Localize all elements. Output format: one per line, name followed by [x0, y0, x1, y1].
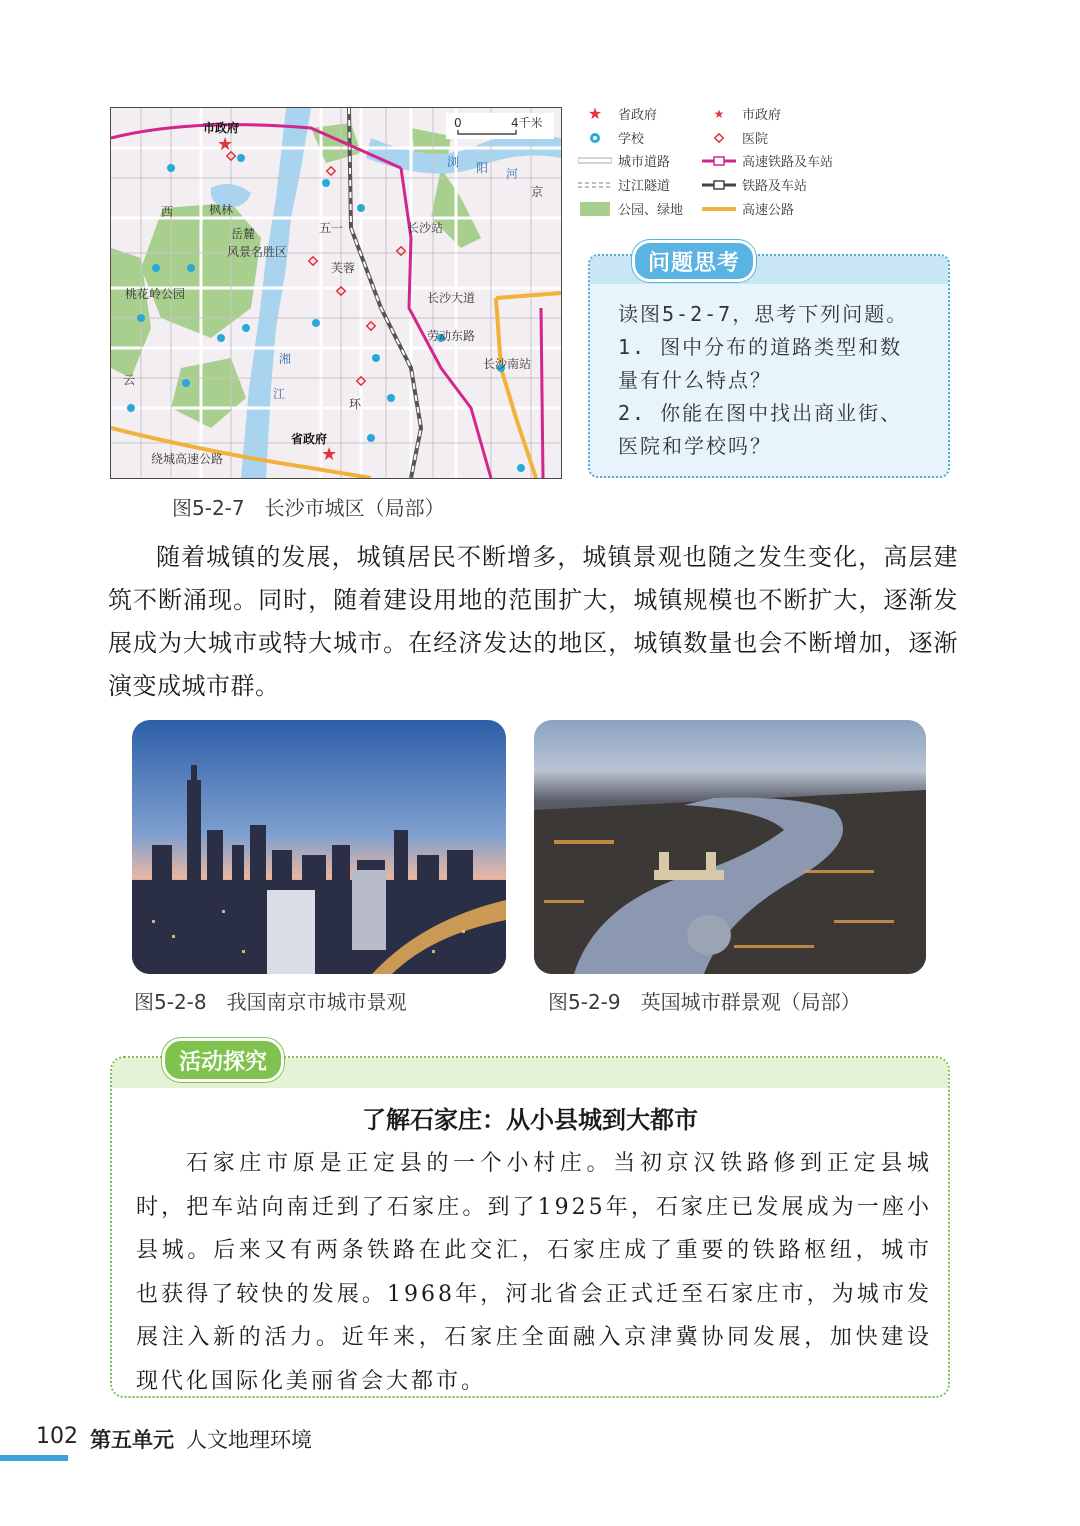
footer-accent-bar	[0, 1455, 68, 1461]
svg-text:岳麓: 岳麓	[231, 227, 256, 241]
expressway-icon	[702, 202, 736, 216]
legend-city-road: 城市道路	[578, 151, 670, 170]
changsha-map	[110, 107, 562, 479]
legend-high-speed-rail: 高速铁路及车站	[702, 151, 833, 170]
tunnel-icon	[578, 178, 612, 192]
unit-label: 第五单元	[90, 1428, 174, 1452]
legend-park: 公园、绿地	[578, 199, 683, 218]
map-xi: 西	[161, 205, 174, 219]
body-paragraph: 随着城镇的发展，城镇居民不断增多，城镇景观也随之发生变化，高层建筑不断涌现。同时，随着建设用地的范围扩大，城镇规模也不断扩大，逐渐发展成为大城市或特大城市。在经济发达的地区，城镇数量也会不断增加，逐渐演变成城市群。	[108, 543, 958, 700]
map-huan: 环	[349, 397, 362, 411]
legend-tunnel: 过江隧道	[578, 175, 670, 194]
question-box-tab: 问题思考	[632, 240, 756, 282]
question-line: 2. 你能在图中找出商业街、	[618, 401, 903, 425]
small-star-icon: ★	[713, 106, 725, 121]
high-speed-rail-icon	[702, 154, 736, 168]
map-caption: 图5-2-7 长沙市城区（局部）	[172, 496, 445, 520]
map-prov-gov-label: 省政府	[291, 432, 328, 446]
map-changsha-station: 长沙站	[407, 221, 444, 235]
map-expressway-label: 绕城高速公路	[151, 452, 224, 466]
question-line: 量有什么特点？	[618, 368, 772, 392]
map-xiang: 湘	[279, 352, 292, 366]
map-furong: 芙蓉	[331, 261, 356, 275]
legend-city-gov: ★ 市政府	[702, 104, 781, 123]
nanjing-caption: 图5-2-8 我国南京市城市景观	[134, 990, 407, 1014]
legend-expressway: 高速公路	[702, 199, 794, 218]
activity-box	[110, 1048, 950, 1398]
question-line: 读图5-2-7，思考下列问题。	[618, 302, 909, 326]
hospital-icon	[702, 131, 736, 145]
map-jiang: 江	[273, 387, 286, 401]
question-box-text	[618, 298, 936, 463]
page-number: 102	[36, 1424, 78, 1449]
legend-hospital: 医院	[702, 128, 768, 147]
map-feng: 枫林	[209, 203, 234, 217]
activity-title: 了解石家庄：从小县城到大都市	[362, 1106, 698, 1134]
map-laodong: 劳动东路	[427, 329, 476, 343]
question-box	[588, 249, 950, 478]
unit-title: 人文地理环境	[186, 1428, 312, 1452]
map-changsha-dadao: 长沙大道	[427, 291, 476, 305]
scale-label: 4千米	[511, 116, 543, 130]
park-icon	[578, 202, 612, 216]
uk-city-photo	[534, 720, 926, 974]
question-line: 医院和学校吗？	[618, 434, 772, 458]
legend-school: 学校	[578, 128, 644, 147]
svg-text:风景名胜区: 风景名胜区	[227, 245, 288, 259]
map-jing: 京	[531, 185, 544, 199]
prov-gov-star: ★	[321, 444, 338, 465]
map-taohua-label: 桃花岭公园	[125, 287, 186, 301]
map-wuyi: 五一	[319, 221, 344, 235]
map-yang: 阳	[476, 161, 489, 175]
question-line: 1. 图中分布的道路类型和数	[618, 335, 903, 359]
city-gov-star: ★	[217, 134, 234, 155]
activity-text: 石家庄市原是正定县的一个小村庄。当初京汉铁路修到正定县城时，把车站向南迁到了石家庄。到了1925年，石家庄已发展成为一座小县城。后来又有两条铁路在此交汇，石家庄成了重要的铁路枢纽，城市也获得了较快的发展。1968年，河北省会正式迁至石家庄市，为城市发展注入新的活力。近年来，石家庄全面融入京津冀协同发展，加快建设现代化国际化美丽省会大都市。	[136, 1151, 932, 1394]
railway-icon	[702, 178, 736, 192]
legend-railway: 铁路及车站	[702, 175, 807, 194]
map-city-gov-label: 市政府	[203, 121, 240, 135]
activity-box-tab: 活动探究	[162, 1038, 284, 1082]
scale-zero: 0	[454, 116, 462, 130]
map-he: 河	[506, 167, 519, 181]
star-icon: ★	[587, 104, 603, 123]
map-changsha-south: 长沙南站	[483, 357, 532, 371]
map-liu: 浏	[447, 155, 460, 169]
uk-caption: 图5-2-9 英国城市群景观（局部）	[548, 990, 861, 1014]
legend-prov-gov: ★ 省政府	[578, 104, 657, 123]
road-icon	[578, 154, 612, 168]
nanjing-photo	[132, 720, 506, 974]
map-legend	[578, 104, 878, 224]
map-canvas	[111, 108, 561, 478]
map-yun: 云	[123, 373, 136, 387]
school-icon	[578, 131, 612, 145]
